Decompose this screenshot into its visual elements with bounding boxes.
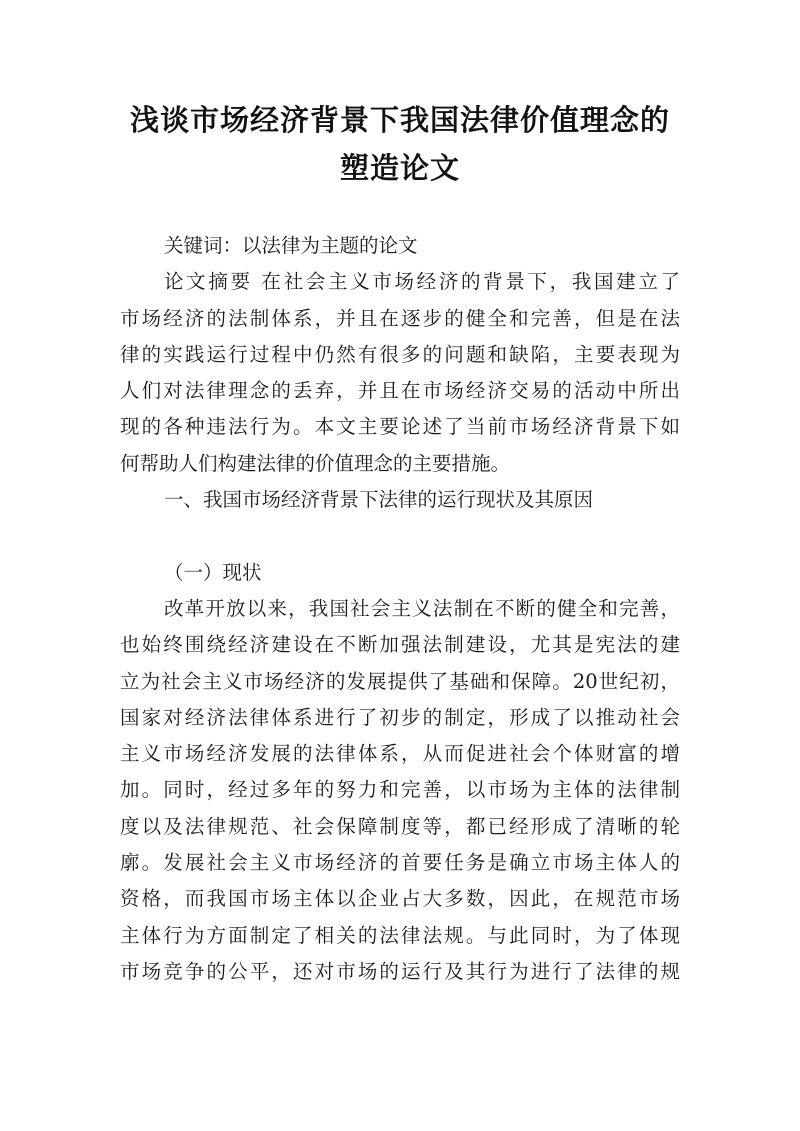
body-line: 主义市场经济发展的法律体系，从而促进社会个体财富的增 [120,742,680,766]
body-line: 立为社会主义市场经济的发展提供了基础和保障。20世纪初， [120,669,680,693]
body-line: 主体行为方面制定了相关的法律法规。与此同时，为了体现 [120,923,680,947]
body-line: 廓。发展社会主义市场经济的首要任务是确立市场主体人的 [120,851,680,875]
subsection-heading: （一）现状 [164,560,262,584]
section-heading: 一、我国市场经济背景下法律的运行现状及其原因 [164,488,594,512]
body-line: 资格，而我国市场主体以企业占大多数，因此，在规范市场 [120,887,680,911]
body-line: 度以及法律规范、社会保障制度等，都已经形成了清晰的轮 [120,814,680,838]
abstract-line: 现的各种违法行为。本文主要论述了当前市场经济背景下如 [120,415,680,439]
abstract-line: 人们对法律理念的丢弃，并且在市场经济交易的活动中所出 [120,379,680,403]
abstract-line: 律的实践运行过程中仍然有很多的问题和缺陷，主要表现为 [120,342,680,366]
body-line: 也始终围绕经济建设在不断加强法制建设，尤其是宪法的建 [120,633,680,657]
document-title [110,96,690,192]
body-line: 加。同时，经过多年的努力和完善，以市场为主体的法律制 [120,778,680,802]
body-line: 改革开放以来，我国社会主义法制在不断的健全和完善， [164,596,680,620]
body-line: 国家对经济法律体系进行了初步的制定，形成了以推动社会 [120,705,680,729]
abstract-line: 市场经济的法制体系，并且在逐步的健全和完善，但是在法 [120,306,680,330]
blank-line [120,518,680,554]
title-line-1: 浅谈市场经济背景下我国法律价值理念的 [129,103,670,137]
abstract-line: 何帮助人们构建法律的价值理念的主要措施。 [120,451,511,475]
document-body [120,228,680,990]
body-line: 市场竞争的公平，还对市场的运行及其行为进行了法律的规 [120,959,680,983]
keywords-line: 关键词：以法律为主题的论文 [164,234,418,257]
title-line-2: 塑造论文 [339,151,460,185]
abstract-line: 论文摘要 在社会主义市场经济的背景下，我国建立了 [164,270,680,294]
